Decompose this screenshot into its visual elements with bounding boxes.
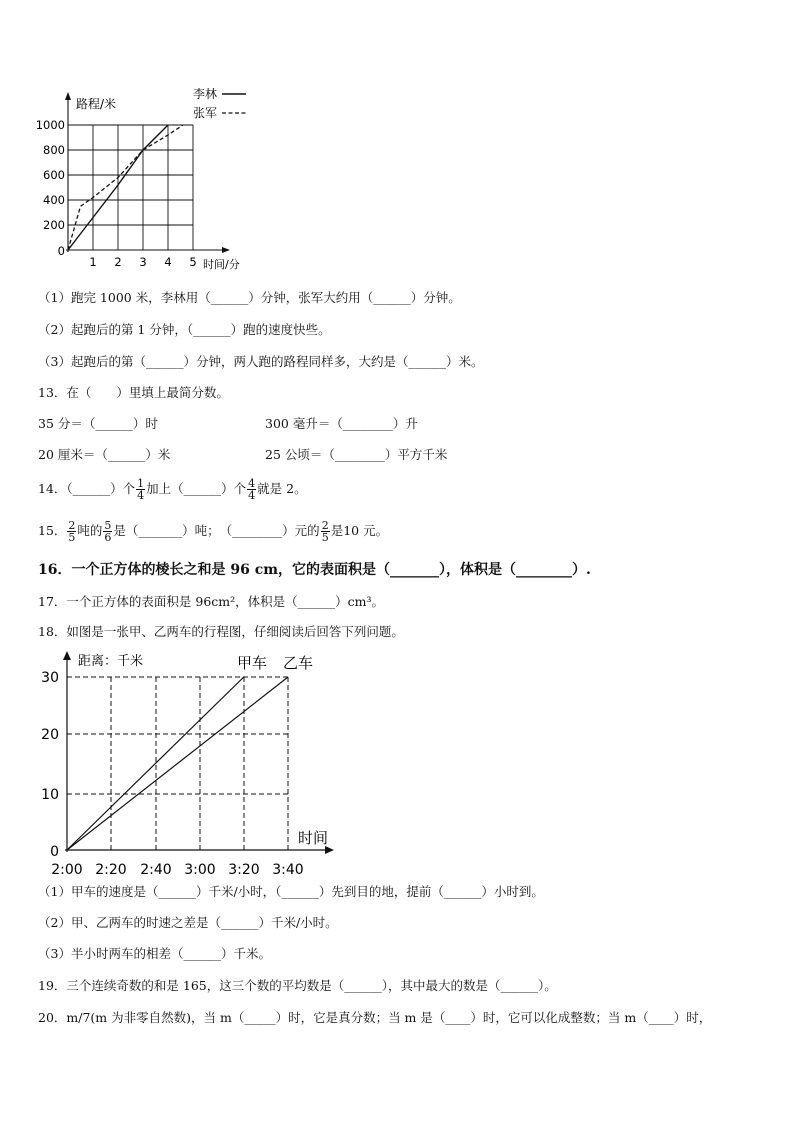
q15-fraction-2: $\frac{5}{6}$ bbox=[104, 519, 112, 544]
y-tick-0: 0 bbox=[50, 844, 59, 860]
q15-line bbox=[38, 520, 388, 543]
series-yi-line bbox=[67, 677, 288, 850]
legend-zhangjun-label: 张军 bbox=[193, 106, 218, 120]
q12-line-2: （2）起跑后的第 1 分钟，（______）跑的速度快些。 bbox=[38, 322, 331, 337]
q13-item-d: 25 公顷＝（________）平方千米 bbox=[265, 447, 448, 462]
travel-chart bbox=[30, 645, 340, 880]
q12-line-1: （1）跑完 1000 米，李林用（______）分钟，张军大约用（______）分钟。 bbox=[38, 290, 461, 305]
x-tick-2-20: 2:20 bbox=[95, 862, 127, 878]
series-zhangjun-line bbox=[68, 125, 183, 250]
q17-line: 17．一个正方体的表面积是 96cm²，体积是（______）cm³。 bbox=[38, 594, 385, 609]
y-tick-20: 20 bbox=[41, 727, 59, 743]
q15-part-2: 是（_______）吨； （________）元的 bbox=[113, 523, 320, 538]
travel-chart-ylabel: 距离：千米 bbox=[78, 654, 144, 669]
y-tick-1000: 1000 bbox=[35, 118, 65, 132]
q16-line: 16．一个正方体的棱长之和是 96 cm，它的表面积是（_______），体积是（________）. bbox=[38, 562, 591, 578]
series-jia-label: 甲车 bbox=[237, 654, 268, 672]
travel-chart-xlabel: 时间 bbox=[298, 829, 329, 847]
y-tick-200: 200 bbox=[43, 218, 65, 232]
x-tick-2-40: 2:40 bbox=[140, 862, 172, 878]
q14-fraction-2: $\frac{4}{4}$ bbox=[248, 477, 256, 502]
running-chart-ylabel: 路程/米 bbox=[76, 97, 117, 111]
y-tick-30: 30 bbox=[41, 670, 59, 686]
q14-part-1: 14．（______）个 bbox=[38, 481, 136, 496]
x-tick-3-20: 3:20 bbox=[228, 862, 260, 878]
q15-number: 15． bbox=[38, 523, 67, 538]
series-jia-line bbox=[67, 677, 244, 850]
q13-item-c: 20 厘米＝（______）米 bbox=[38, 447, 171, 462]
q12-line-3: （3）起跑后的第（______）分钟，两人跑的路程同样多，大约是（______）米。 bbox=[38, 354, 484, 369]
x-tick-3-00: 3:00 bbox=[184, 862, 216, 878]
series-yi-label: 乙车 bbox=[283, 654, 314, 672]
x-tick-3-40: 3:40 bbox=[272, 862, 304, 878]
legend-lilin-label: 李林 bbox=[193, 87, 218, 101]
q18-line-1: （1）甲车的速度是（______）千米/小时，（______）先到目的地，提前（______）小时到。 bbox=[38, 884, 544, 899]
q15-fraction-1: $\frac{2}{5}$ bbox=[68, 519, 76, 544]
x-tick-5: 5 bbox=[189, 255, 197, 269]
x-tick-2-00: 2:00 bbox=[51, 862, 83, 878]
running-chart bbox=[30, 82, 260, 274]
y-tick-400: 400 bbox=[43, 193, 65, 207]
q13-item-a: 35 分＝（______）时 bbox=[38, 416, 158, 431]
travel-chart-x-arrow bbox=[325, 846, 334, 854]
q14-part-2: 加上（______）个 bbox=[146, 481, 247, 496]
q14-line bbox=[38, 478, 307, 501]
q19-line: 19．三个连续奇数的和是 165，这三个数的平均数是（______），其中最大的数是（______）。 bbox=[38, 978, 557, 993]
q14-part-3: 就是 2。 bbox=[257, 481, 307, 496]
q13-item-b: 300 毫升＝（________）升 bbox=[265, 416, 418, 431]
q18-line-2: （2）甲、乙两车的时速之差是（______）千米/小时。 bbox=[38, 915, 338, 930]
q20-line: 20．m/7(m 为非零自然数)，当 m（_____）时，它是真分数；当 m 是（____）时，它可以化成整数；当 m（____）时， bbox=[38, 1010, 712, 1025]
q18-title: 18．如图是一张甲、乙两车的行程图，仔细阅读后回答下列问题。 bbox=[38, 624, 404, 639]
x-tick-1: 1 bbox=[89, 255, 97, 269]
running-chart-grid bbox=[68, 125, 193, 250]
q15-part-3: 是10 元。 bbox=[330, 523, 389, 538]
x-tick-4: 4 bbox=[164, 255, 172, 269]
y-tick-800: 800 bbox=[43, 143, 65, 157]
q15-part-1: 吨的 bbox=[77, 523, 103, 538]
x-tick-2: 2 bbox=[114, 255, 122, 269]
q14-fraction-1: $\frac{1}{4}$ bbox=[137, 477, 145, 502]
running-chart-xlabel: 时间/分 bbox=[203, 258, 240, 271]
running-chart-y-arrow bbox=[65, 92, 71, 100]
q15-fraction-3: $\frac{2}{5}$ bbox=[321, 519, 329, 544]
y-tick-600: 600 bbox=[43, 168, 65, 182]
y-tick-10: 10 bbox=[41, 787, 59, 803]
x-tick-3: 3 bbox=[139, 255, 147, 269]
q18-line-3: （3）半小时两车的相差（______）千米。 bbox=[38, 946, 271, 961]
q13-title: 13．在（ ）里填上最简分数。 bbox=[38, 385, 229, 400]
origin-label: 0 bbox=[57, 244, 65, 258]
travel-chart-y-arrow bbox=[63, 651, 71, 660]
running-chart-x-arrow bbox=[222, 247, 230, 253]
